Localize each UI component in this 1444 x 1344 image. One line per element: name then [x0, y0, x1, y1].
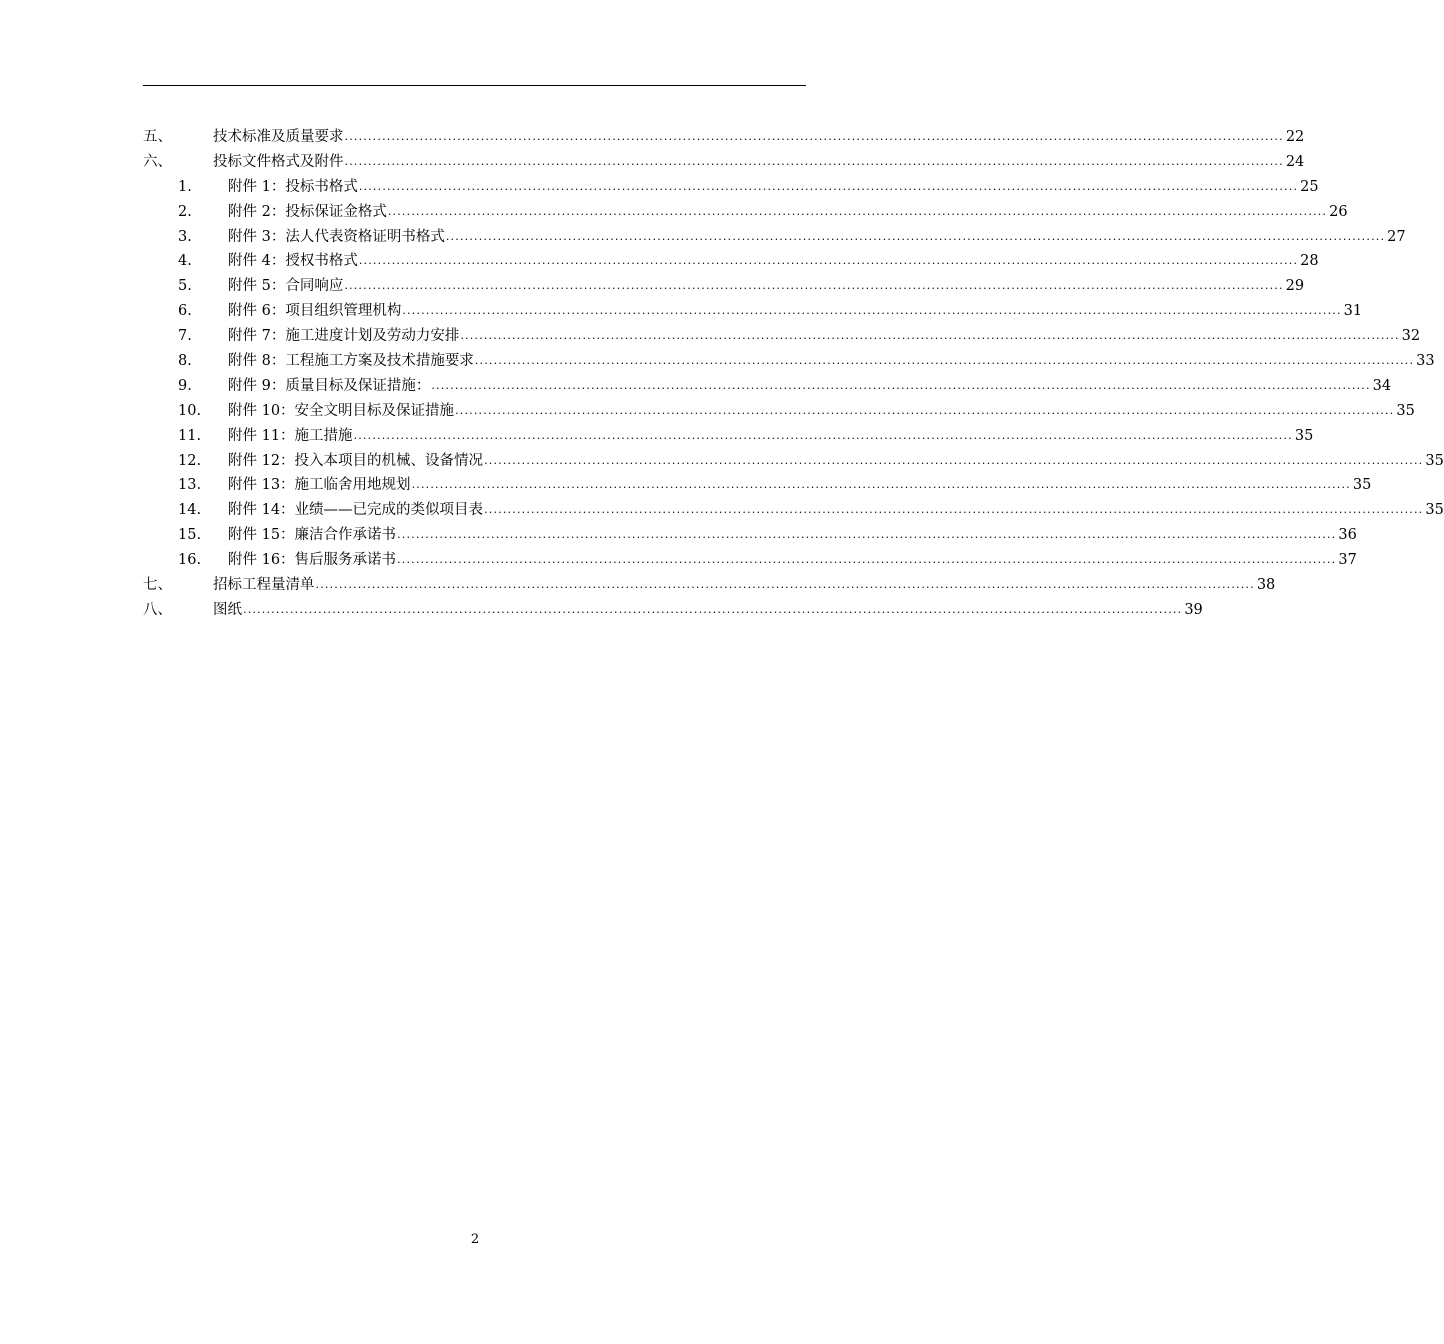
toc-entry-title: 技术标准及质量要求 — [213, 129, 344, 145]
toc-leader-dots: ........................................................................................................................................................................................................ — [358, 179, 1299, 193]
toc-entry-page: 26 — [1329, 203, 1348, 220]
toc-leader-dots: ........................................................................................................................................................................................................ — [344, 130, 1284, 143]
toc-entry-page: 22 — [1285, 129, 1305, 145]
toc-entry-title: 投标文件格式及附件 — [213, 153, 344, 170]
toc-entry-page: 36 — [1338, 527, 1357, 544]
toc-entry-page: 35 — [1294, 427, 1314, 444]
toc-entry-number: 11. — [178, 427, 202, 444]
toc-entry[interactable] — [143, 277, 1305, 302]
toc-leader-dots: ........................................................................................................................................................................................................ — [353, 428, 1293, 442]
toc-entry-page: 31 — [1343, 303, 1363, 320]
toc-entry-number: 12. — [178, 452, 202, 469]
toc-entry[interactable] — [143, 203, 1348, 228]
toc-entry-page: 29 — [1285, 278, 1305, 295]
toc-entry-title: 附件 1：投标书格式 — [228, 178, 358, 195]
toc-leader-dots: ........................................................................................................................................................................................................ — [387, 204, 1328, 218]
toc-leader-dots: ........................................................................................................................................................................................................ — [402, 304, 1342, 318]
toc-entry-page: 33 — [1416, 353, 1435, 370]
toc-leader-dots: ........................................................................................................................................................................................................ — [484, 503, 1424, 517]
footer-page-number: 2 — [470, 1232, 480, 1247]
toc-entry-page: 37 — [1338, 552, 1357, 569]
toc-leader-dots: ........................................................................................................................................................................................................ — [344, 279, 1284, 293]
toc-entry[interactable] — [143, 601, 1203, 626]
toc-entry[interactable] — [143, 476, 1372, 501]
toc-entry-page: 35 — [1396, 402, 1415, 419]
toc-leader-dots: ........................................................................................................................................................................................................ — [344, 154, 1284, 168]
toc-entry-page: 35 — [1352, 477, 1372, 494]
toc-entry-page: 25 — [1300, 178, 1319, 195]
toc-entry-number: 8. — [178, 353, 192, 370]
toc-entry-title: 附件 7：施工进度计划及劳动力安排 — [228, 328, 460, 345]
toc-entry[interactable] — [143, 377, 1392, 402]
toc-entry-number: 2. — [178, 203, 192, 220]
toc-entry[interactable] — [143, 576, 1276, 601]
toc-entry[interactable] — [143, 128, 1305, 153]
toc-entry-number: 七、 — [143, 577, 172, 594]
toc-entry-page: 32 — [1401, 328, 1421, 345]
toc-entry-number: 八、 — [143, 601, 172, 618]
header-rule — [143, 85, 806, 86]
toc-entry-page: 38 — [1256, 577, 1276, 594]
toc-entry-page: 34 — [1372, 377, 1392, 394]
toc-entry-title: 招标工程量清单 — [213, 577, 315, 594]
toc-leader-dots: ........................................................................................................................................................................................................ — [411, 478, 1351, 492]
toc-entry[interactable] — [143, 327, 1421, 352]
toc-entry-title: 附件 8：工程施工方案及技术措施要求 — [228, 353, 474, 370]
toc-entry-title: 附件 6：项目组织管理机构 — [228, 303, 402, 320]
toc-entry-number: 3. — [178, 228, 192, 245]
toc-entry[interactable] — [143, 526, 1357, 551]
toc-leader-dots: ........................................................................................................................................................................................................ — [397, 553, 1337, 567]
toc-entry[interactable] — [143, 427, 1314, 452]
toc-entry-number: 6. — [178, 303, 192, 320]
toc-leader-dots: ........................................................................................................................................................................................................ — [460, 329, 1400, 343]
toc-entry-number: 13. — [178, 477, 202, 494]
toc-entry[interactable] — [143, 352, 1435, 377]
toc-entry-page: 24 — [1285, 153, 1305, 170]
toc-entry[interactable] — [143, 153, 1305, 178]
toc-entry-number: 14. — [178, 502, 202, 519]
toc-entry-page: 39 — [1184, 601, 1203, 618]
table-of-contents — [143, 128, 1444, 626]
toc-entry-title: 附件 13：施工临舍用地规划 — [228, 477, 411, 494]
toc-entry[interactable] — [143, 402, 1415, 427]
toc-entry[interactable] — [143, 302, 1363, 327]
toc-entry[interactable] — [143, 252, 1319, 277]
toc-entry-page: 27 — [1387, 228, 1406, 245]
toc-entry-title: 附件 9：质量目标及保证措施： — [228, 377, 431, 394]
toc-entry-page: 28 — [1300, 253, 1319, 270]
toc-leader-dots: ........................................................................................................................................................................................................ — [243, 602, 1183, 616]
toc-entry-page: 35 — [1425, 452, 1444, 469]
toc-entry-number: 10. — [178, 402, 202, 419]
toc-entry-title: 附件 4：授权书格式 — [228, 253, 358, 270]
toc-entry-title: 图纸 — [213, 601, 242, 618]
toc-entry-title: 附件 12：投入本项目的机械、设备情况 — [228, 452, 484, 469]
toc-leader-dots: ........................................................................................................................................................................................................ — [315, 578, 1255, 592]
toc-leader-dots: ........................................................................................................................................................................................................ — [474, 354, 1415, 368]
toc-entry-number: 1. — [178, 178, 192, 195]
toc-leader-dots: ........................................................................................................................................................................................................ — [484, 453, 1424, 467]
toc-leader-dots: ........................................................................................................................................................................................................ — [445, 229, 1386, 243]
toc-entry-number: 7. — [178, 328, 192, 345]
toc-entry-title: 附件 14：业绩——已完成的类似项目表 — [228, 502, 484, 519]
toc-entry-number: 9. — [178, 377, 192, 394]
toc-entry[interactable] — [143, 501, 1444, 526]
toc-entry-page: 35 — [1425, 502, 1444, 519]
toc-entry-title: 附件 15：廉洁合作承诺书 — [228, 527, 397, 544]
toc-entry[interactable] — [143, 551, 1357, 576]
toc-entry[interactable] — [143, 452, 1444, 477]
toc-entry-title: 附件 5：合同响应 — [228, 278, 344, 295]
toc-entry-title: 附件 11：施工措施 — [228, 427, 353, 444]
toc-entry-title: 附件 10：安全文明目标及保证措施 — [228, 402, 455, 419]
toc-entry-title: 附件 2：投标保证金格式 — [228, 203, 387, 220]
toc-entry-title: 附件 3：法人代表资格证明书格式 — [228, 228, 445, 245]
toc-entry-number: 15. — [178, 527, 202, 544]
toc-entry-number: 4. — [178, 253, 192, 270]
toc-entry-number: 五、 — [143, 129, 172, 145]
toc-entry-number: 5. — [178, 278, 192, 295]
toc-entry[interactable] — [143, 178, 1319, 203]
toc-entry[interactable] — [143, 228, 1406, 253]
toc-entry-number: 16. — [178, 552, 202, 569]
toc-entry-number: 六、 — [143, 153, 172, 170]
toc-leader-dots: ........................................................................................................................................................................................................ — [455, 403, 1395, 417]
toc-leader-dots: ........................................................................................................................................................................................................ — [358, 254, 1299, 268]
toc-entry-title: 附件 16：售后服务承诺书 — [228, 552, 397, 569]
toc-leader-dots: ........................................................................................................................................................................................................ — [397, 528, 1337, 542]
toc-leader-dots: ........................................................................................................................................................................................................ — [431, 378, 1371, 392]
